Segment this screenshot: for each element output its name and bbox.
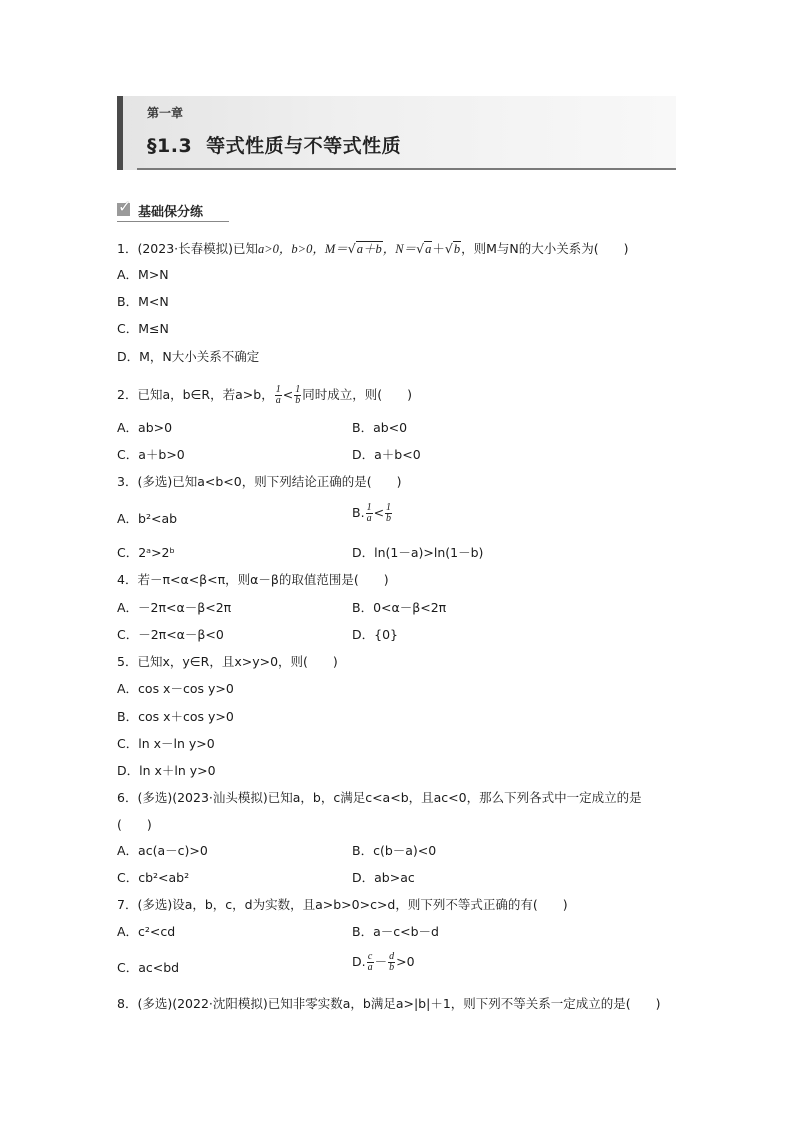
- q1-radicand-1: a＋b: [356, 242, 382, 256]
- q2-stem: [117, 383, 412, 407]
- q6-option-c: C．cb²<ab²: [117, 870, 190, 885]
- q8-stem: 8．(多选)(2022·沈阳模拟)已知非零实数a，b满足a>|b|＋1，则下列不等关系一定成立的是( ): [117, 996, 661, 1011]
- q5-option-b: B．cos x＋cos y>0: [117, 709, 234, 724]
- q1-radicand-2: a: [425, 242, 432, 256]
- q2-lt: <: [282, 387, 294, 402]
- q1-option-b: B．M<N: [117, 294, 169, 309]
- sqrt-icon: √: [347, 241, 356, 256]
- q1-radicand-3: b: [453, 242, 461, 256]
- q2-stem-tail: 同时成立，则( ): [302, 387, 412, 402]
- q7-stem: 7．(多选)设a，b，c，d为实数，且a>b>0>c>d，则下列不等式正确的有( ): [117, 897, 568, 912]
- q2-f1-den: a: [275, 395, 281, 406]
- q2-f2-num: 1: [295, 384, 301, 395]
- q5-option-c: C．ln x－ln y>0: [117, 736, 215, 751]
- q3-option-b: [352, 501, 393, 525]
- q4-option-d: D．{0}: [352, 627, 398, 642]
- q7-d-tail: >0: [396, 954, 415, 969]
- q3-b-den2: b: [386, 513, 392, 524]
- q7-d-minus: －: [374, 954, 388, 969]
- q3-b-lt: <: [373, 505, 385, 520]
- q7-option-a: A．c²<cd: [117, 924, 176, 939]
- q1-stem: [117, 241, 628, 257]
- q7-option-d: [352, 950, 415, 974]
- q2-f2-den: b: [295, 395, 301, 406]
- q1-option-c: C．M≤N: [117, 321, 169, 336]
- q7-fraction-1: [367, 952, 374, 973]
- q4-option-c: C．－2π<α－β<0: [117, 627, 224, 642]
- checkmark-icon: ✓: [118, 197, 132, 216]
- q1-stem-text: 1．(2023·长春模拟)已知: [117, 241, 258, 256]
- q3-option-c: C．2ᵃ>2ᵇ: [117, 545, 175, 560]
- q7-d-den2: b: [389, 962, 395, 973]
- header-underline: [137, 168, 676, 170]
- sqrt-icon: √: [444, 241, 453, 256]
- sqrt-icon: √: [416, 241, 425, 256]
- q2-fraction-2: [294, 385, 301, 406]
- q1-option-d: D．M，N大小关系不确定: [117, 349, 260, 364]
- q2-option-a: A．ab>0: [117, 420, 173, 435]
- q3-b-den1: a: [366, 513, 372, 524]
- q2-f1-num: 1: [275, 384, 281, 395]
- q1-plus: ＋: [432, 241, 445, 256]
- q2-fraction-1: [275, 385, 282, 406]
- q1-mid: ，N＝: [382, 242, 417, 256]
- header-accent-bar: [117, 96, 123, 170]
- q1-tail: ，则M与N的大小关系为( ): [461, 241, 629, 256]
- chapter-label: 第一章: [147, 106, 184, 120]
- section-heading-label: 基础保分练: [138, 205, 204, 220]
- q4-stem: 4．若－π<α<β<π，则α－β的取值范围是( ): [117, 572, 389, 587]
- q2-stem-text: 2．已知a，b∈R，若a>b，: [117, 387, 274, 402]
- q5-stem: 5．已知x，y∈R，且x>y>0，则( ): [117, 654, 338, 669]
- q7-d-den1: a: [367, 962, 373, 973]
- q7-option-c: C．ac<bd: [117, 960, 180, 975]
- section-number: §1.3: [147, 135, 193, 157]
- section-title: 等式性质与不等式性质: [206, 135, 402, 157]
- q3-b-num2: 1: [386, 502, 392, 513]
- q1-option-a: A．M>N: [117, 267, 169, 282]
- q3-b-num1: 1: [366, 502, 372, 513]
- q3-option-d: D．ln(1－a)>ln(1－b): [352, 545, 484, 560]
- q7-d-prefix: D.: [352, 954, 366, 969]
- q5-option-d: D．ln x＋ln y>0: [117, 763, 216, 778]
- q6-option-a: A．ac(a－c)>0: [117, 843, 208, 858]
- q6-option-d: D．ab>ac: [352, 870, 415, 885]
- q3-stem: 3．(多选)已知a<b<0，则下列结论正确的是( ): [117, 474, 402, 489]
- section-heading-underline: [117, 221, 229, 222]
- q7-fraction-2: [388, 952, 395, 973]
- q6-option-b: B．c(b－a)<0: [352, 843, 437, 858]
- page-title: [147, 131, 401, 158]
- q6-stem: 6．(多选)(2023·汕头模拟)已知a，b，c满足c<a<b，且ac<0，那么下列各式中一定成立的是: [117, 790, 642, 805]
- q7-d-num2: d: [389, 951, 395, 962]
- q3-b-prefix: B.: [352, 505, 365, 520]
- q2-option-b: B．ab<0: [352, 420, 408, 435]
- q1-cond: a>0，b>0，M＝: [258, 242, 348, 256]
- q7-option-b: B．a－c<b－d: [352, 924, 439, 939]
- q2-option-d: D．a＋b<0: [352, 447, 421, 462]
- q7-d-num1: c: [367, 951, 373, 962]
- q4-option-b: B．0<α－β<2π: [352, 600, 447, 615]
- q3-fraction-2: [385, 503, 392, 524]
- q3-fraction-1: [366, 503, 373, 524]
- q6-stem-cont: ( ): [117, 817, 152, 832]
- q2-option-c: C．a＋b>0: [117, 447, 185, 462]
- q4-option-a: A．－2π<α－β<2π: [117, 600, 232, 615]
- q3-option-a: A．b²<ab: [117, 511, 178, 526]
- q5-option-a: A．cos x－cos y>0: [117, 681, 234, 696]
